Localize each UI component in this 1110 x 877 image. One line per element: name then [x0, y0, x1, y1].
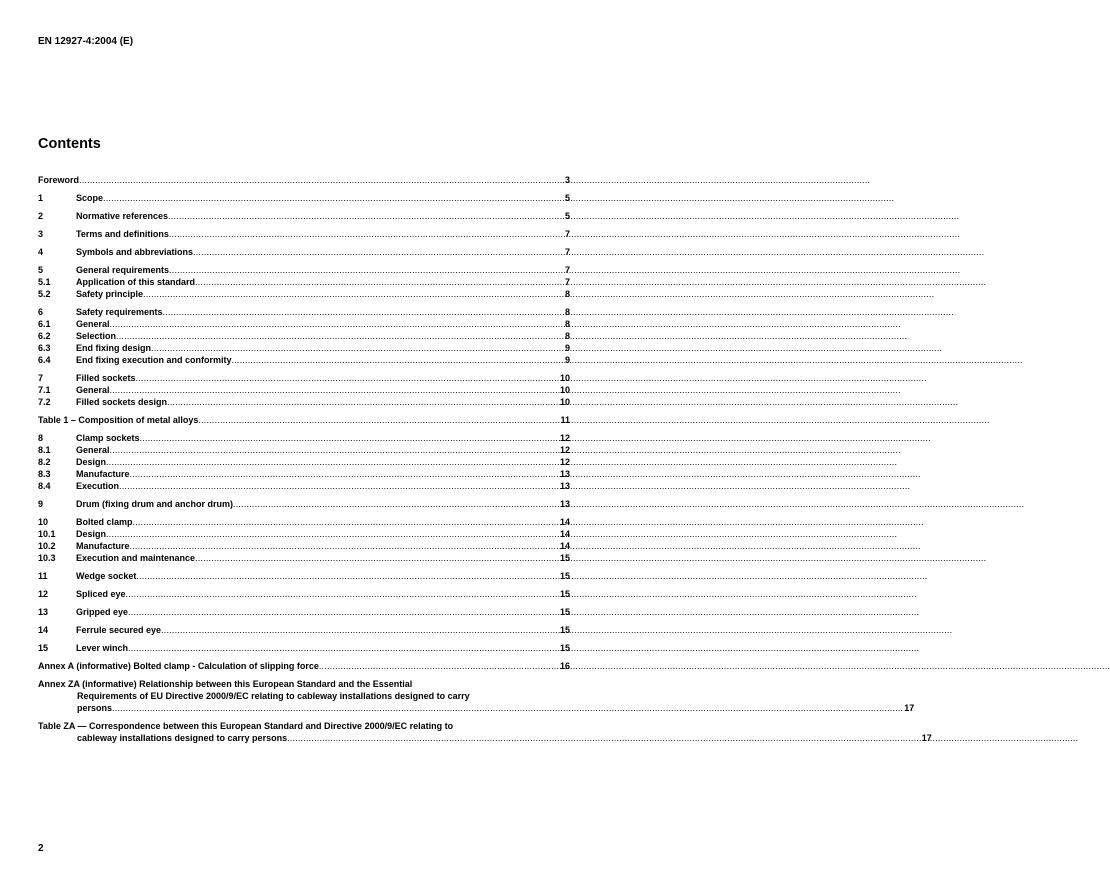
toc-entry[interactable]	[38, 354, 570, 366]
toc-leader-dots	[161, 624, 559, 636]
toc-entry-label: Annex A (informative) Bolted clamp - Calculation of slipping force	[38, 661, 319, 671]
toc-entry-number: 5	[38, 265, 44, 275]
page-number: 2	[38, 843, 44, 854]
toc-leader-dots	[119, 480, 559, 492]
toc-leader-dots	[110, 444, 559, 456]
toc-entry-label: Clamp sockets	[76, 433, 140, 443]
toc-entry[interactable]	[38, 660, 570, 672]
toc-entry-page: 16	[559, 661, 570, 671]
toc-entry-label: Ferrule secured eye	[76, 625, 162, 635]
toc-entry-page: 5	[564, 193, 570, 203]
toc-entry-page: 10	[559, 385, 570, 395]
toc-entry-label: Manufacture	[76, 469, 130, 479]
toc-entry[interactable]	[38, 552, 570, 564]
toc-leader-dots	[128, 606, 559, 618]
toc-entry[interactable]	[38, 498, 570, 510]
toc-entry-label: Table 1 – Composition of metal alloys	[38, 415, 199, 425]
toc-entry-number: 7	[38, 373, 44, 383]
toc-leader-dots	[136, 570, 559, 582]
toc-entry-number: 10.1	[38, 529, 56, 539]
toc-entry-number: 9	[38, 499, 44, 509]
toc-entry-page: 7	[564, 247, 570, 257]
toc-entry[interactable]	[38, 246, 570, 258]
toc-entry[interactable]	[38, 276, 570, 288]
toc-entry-number: 8	[38, 433, 44, 443]
toc-entry-label: Manufacture	[76, 541, 130, 551]
toc-entry-number: 15	[38, 643, 49, 653]
toc-entry[interactable]	[38, 624, 570, 636]
toc-entry-page: 15	[559, 607, 570, 617]
toc-entry-label: General requirements	[76, 265, 170, 275]
toc-leader-dots	[112, 702, 903, 714]
toc-entry-table-za[interactable]	[38, 720, 932, 744]
toc-leader-dots	[106, 528, 559, 540]
toc-entry-page: 17	[921, 733, 932, 743]
toc-entry-number: 3	[38, 229, 44, 239]
toc-leader-dots	[195, 276, 564, 288]
toc-entry-label: Safety principle	[76, 289, 144, 299]
toc-entry-page: 15	[559, 589, 570, 599]
toc-entry-page: 8	[564, 307, 570, 317]
toc-entry[interactable]	[38, 288, 570, 300]
toc-entry-label: Design	[76, 529, 107, 539]
toc-leader-dots	[168, 210, 564, 222]
toc-entry-page: 8	[564, 289, 570, 299]
toc-entry-number: 6.4	[38, 355, 51, 365]
toc-entry-page: 13	[559, 499, 570, 509]
toc-entry-number: 8.1	[38, 445, 51, 455]
toc-leader-dots	[140, 432, 559, 444]
toc-entry-page: 5	[564, 211, 570, 221]
toc-entry-label: Foreword	[38, 175, 80, 185]
toc-entry-label: General	[76, 385, 110, 395]
toc-entry-label: Gripped eye	[76, 607, 129, 617]
toc-entry-label: Wedge socket	[76, 571, 137, 581]
page-title: Contents	[38, 136, 101, 152]
toc-entry[interactable]	[38, 516, 570, 528]
toc-entry-number: 6.3	[38, 343, 51, 353]
toc-entry-label: Filled sockets	[76, 373, 136, 383]
toc-leader-dots	[136, 372, 559, 384]
table-of-contents	[38, 174, 932, 744]
toc-entry-page: 14	[559, 529, 570, 539]
toc-entry-number: 8.2	[38, 457, 51, 467]
toc-entry[interactable]	[38, 588, 570, 600]
toc-leader-dots	[130, 468, 559, 480]
toc-entry-number: 7.1	[38, 385, 51, 395]
toc-leader-dots	[116, 330, 564, 342]
toc-entry-page: 7	[564, 277, 570, 287]
toc-entry-page: 13	[559, 469, 570, 479]
toc-entry-number: 10.2	[38, 541, 56, 551]
toc-entry-page: 15	[559, 571, 570, 581]
toc-entry-label-line1: Annex ZA (informative) Relationship between this European Standard and the Essential	[38, 679, 413, 689]
toc-leader-dots	[151, 342, 564, 354]
toc-entry-label: Lever winch	[76, 643, 129, 653]
toc-entry[interactable]	[38, 306, 570, 318]
toc-entry-label: General	[76, 319, 110, 329]
toc-entry[interactable]	[38, 432, 570, 444]
toc-entry-number: 8.4	[38, 481, 51, 491]
toc-entry[interactable]	[38, 540, 570, 552]
toc-entry-label: Normative references	[76, 211, 169, 221]
toc-entry[interactable]	[38, 570, 570, 582]
toc-entry-label-line2: Requirements of EU Directive 2000/9/EC relating to cableway installations designed to carry	[77, 691, 470, 701]
toc-entry[interactable]	[38, 330, 570, 342]
toc-entry-label: Spliced eye	[76, 589, 126, 599]
toc-leader-dots	[110, 384, 559, 396]
toc-entry[interactable]	[38, 456, 570, 468]
toc-leader-dots	[169, 264, 564, 276]
toc-leader-dots	[198, 414, 559, 426]
toc-entry-number: 11	[38, 571, 48, 581]
toc-leader-dots	[195, 552, 559, 564]
toc-entry-number: 2	[38, 211, 44, 221]
toc-leader-dots	[167, 396, 559, 408]
toc-leader-dots	[163, 306, 564, 318]
toc-entry[interactable]	[38, 174, 570, 186]
toc-entry-page: 15	[559, 643, 570, 653]
toc-leader-dots	[233, 498, 559, 510]
toc-entry-number: 5.1	[38, 277, 51, 287]
toc-leader-dots	[169, 228, 564, 240]
toc-entry-number: 13	[38, 607, 49, 617]
toc-leader-dots	[79, 174, 564, 186]
toc-entry-label: Execution and maintenance	[76, 553, 196, 563]
toc-entry[interactable]	[38, 444, 570, 456]
toc-entry[interactable]	[38, 210, 570, 222]
toc-entry-number: 10	[38, 517, 49, 527]
toc-leader-dots	[232, 354, 564, 366]
toc-entry-label: Scope	[76, 193, 104, 203]
toc-entry-page: 3	[564, 175, 570, 185]
toc-entry[interactable]	[38, 192, 570, 204]
toc-entry-page: 11	[560, 415, 570, 425]
toc-leader-dots	[319, 660, 559, 672]
toc-entry[interactable]	[38, 264, 570, 276]
toc-entry-number: 4	[38, 247, 44, 257]
toc-entry-number: 14	[38, 625, 49, 635]
toc-entry[interactable]	[38, 384, 570, 396]
toc-leader-dots	[106, 456, 559, 468]
toc-entry-number: 7.2	[38, 397, 51, 407]
toc-entry-label-line1: Table ZA — Correspondence between this European Standard and Directive 2000/9/EC relating to	[38, 721, 454, 731]
toc-entry-number: 1	[38, 193, 44, 203]
toc-entry-page: 13	[559, 481, 570, 491]
toc-entry-label: Execution	[76, 481, 120, 491]
toc-entry[interactable]	[38, 372, 570, 384]
toc-entry-page: 12	[559, 457, 570, 467]
toc-entry-label: Application of this standard	[76, 277, 196, 287]
document-header: EN 12927-4:2004 (E)	[38, 36, 134, 47]
toc-leader-dots	[103, 192, 564, 204]
toc-entry[interactable]	[38, 396, 570, 408]
toc-entry-page: 17	[904, 703, 915, 713]
toc-entry[interactable]	[38, 528, 570, 540]
toc-entry-label: Design	[76, 457, 107, 467]
toc-entry-label: Safety requirements	[76, 307, 163, 317]
toc-entry-label: Filled sockets design	[76, 397, 168, 407]
toc-entry[interactable]	[38, 480, 570, 492]
toc-entry-page: 10	[559, 373, 570, 383]
toc-entry[interactable]	[38, 606, 570, 618]
toc-entry[interactable]	[38, 642, 570, 654]
toc-entry-page: 7	[564, 265, 570, 275]
toc-entry-label: Selection	[76, 331, 117, 341]
toc-entry[interactable]	[38, 468, 570, 480]
toc-entry-page: 7	[564, 229, 570, 239]
toc-entry-number: 8.3	[38, 469, 51, 479]
toc-leader-dots	[287, 732, 921, 744]
toc-entry-page: 9	[564, 343, 570, 353]
toc-leader-dots	[128, 642, 559, 654]
toc-entry-page: 15	[559, 625, 570, 635]
toc-entry-page: 12	[559, 445, 570, 455]
toc-entry-label: Bolted clamp	[76, 517, 133, 527]
toc-entry-label: General	[76, 445, 110, 455]
toc-leader-dots	[130, 540, 559, 552]
toc-entry-page: 14	[559, 541, 570, 551]
toc-entry-page: 9	[564, 355, 570, 365]
toc-entry-page: 10	[559, 397, 570, 407]
toc-entry-label: End fixing execution and conformity	[76, 355, 232, 365]
toc-entry-annex-za[interactable]	[38, 678, 915, 714]
toc-entry-number: 10.3	[38, 553, 56, 563]
toc-entry[interactable]	[38, 228, 570, 240]
toc-entry-number: 12	[38, 589, 49, 599]
toc-entry-label: Terms and definitions	[76, 229, 169, 239]
toc-entry-page: 8	[564, 319, 570, 329]
toc-entry-label: Symbols and abbreviations	[76, 247, 194, 257]
toc-entry-number: 6	[38, 307, 44, 317]
toc-entry-page: 12	[559, 433, 570, 443]
toc-leader-dots	[143, 288, 564, 300]
toc-entry-number: 6.2	[38, 331, 51, 341]
toc-leader-dots	[110, 318, 564, 330]
toc-leader-dots	[133, 516, 559, 528]
toc-entry-number: 5.2	[38, 289, 51, 299]
toc-leader-dots	[126, 588, 559, 600]
toc-entry-page: 14	[559, 517, 570, 527]
toc-entry-label-line2: cableway installations designed to carry persons	[77, 733, 288, 743]
toc-leader-dots	[193, 246, 564, 258]
toc-entry-page: 8	[564, 331, 570, 341]
toc-entry-page: 15	[559, 553, 570, 563]
toc-entry[interactable]	[38, 414, 570, 426]
toc-entry[interactable]	[38, 318, 570, 330]
toc-entry-label: End fixing design	[76, 343, 152, 353]
toc-entry-number: 6.1	[38, 319, 51, 329]
toc-entry-label: Drum (fixing drum and anchor drum)	[76, 499, 234, 509]
toc-entry-label-line3: persons	[77, 703, 113, 713]
toc-entry[interactable]	[38, 342, 570, 354]
